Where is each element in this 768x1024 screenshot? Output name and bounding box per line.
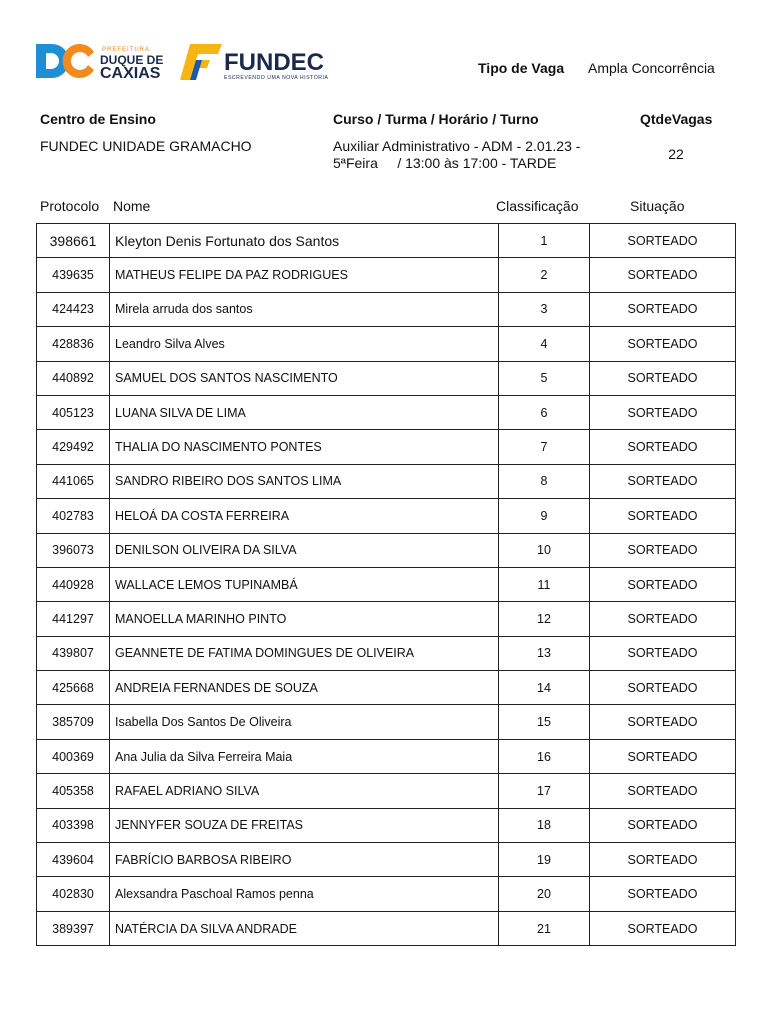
protocolo-cell: 396073: [37, 533, 110, 567]
situacao-cell: SORTEADO: [590, 430, 736, 464]
tipo-vaga-value: Ampla Concorrência: [588, 60, 715, 76]
classificacao-cell: 11: [499, 567, 590, 601]
nome-cell: Kleyton Denis Fortunato dos Santos: [110, 224, 499, 258]
protocolo-cell: 389397: [37, 911, 110, 945]
protocolo-cell: 440892: [37, 361, 110, 395]
situacao-cell: SORTEADO: [590, 464, 736, 498]
situacao-cell: SORTEADO: [590, 705, 736, 739]
classificacao-cell: 1: [499, 224, 590, 258]
nome-cell: HELOÁ DA COSTA FERREIRA: [110, 499, 499, 533]
table-row: [37, 705, 736, 739]
nome-cell: THALIA DO NASCIMENTO PONTES: [110, 430, 499, 464]
nome-cell: NATÉRCIA DA SILVA ANDRADE: [110, 911, 499, 945]
nome-cell: Isabella Dos Santos De Oliveira: [110, 705, 499, 739]
protocolo-cell: 440928: [37, 567, 110, 601]
table-row: [37, 464, 736, 498]
protocolo-cell: 441065: [37, 464, 110, 498]
classificacao-cell: 12: [499, 602, 590, 636]
qtd-vagas-value: 22: [668, 146, 684, 162]
table-row: [37, 636, 736, 670]
nome-cell: DENILSON OLIVEIRA DA SILVA: [110, 533, 499, 567]
classificacao-cell: 19: [499, 843, 590, 877]
classificacao-cell: 13: [499, 636, 590, 670]
table-row: [37, 327, 736, 361]
col-situacao: Situação: [630, 198, 685, 214]
table-row: [37, 602, 736, 636]
table-row: [37, 911, 736, 945]
protocolo-cell: 400369: [37, 739, 110, 773]
table-row: [37, 877, 736, 911]
svg-text:PREFEITURA: PREFEITURA: [102, 47, 151, 53]
table-row: [37, 292, 736, 326]
protocolo-cell: 385709: [37, 705, 110, 739]
classificacao-cell: 3: [499, 292, 590, 326]
situacao-cell: SORTEADO: [590, 774, 736, 808]
situacao-cell: SORTEADO: [590, 292, 736, 326]
classificacao-cell: 18: [499, 808, 590, 842]
table-row: [37, 361, 736, 395]
curso-line-1: Auxiliar Administrativo - ADM - 2.01.23 -: [333, 138, 581, 154]
situacao-cell: SORTEADO: [590, 327, 736, 361]
table-row: [37, 843, 736, 877]
situacao-cell: SORTEADO: [590, 671, 736, 705]
table-row: [37, 258, 736, 292]
protocolo-cell: 428836: [37, 327, 110, 361]
curso-value: [333, 138, 603, 172]
classificacao-cell: 2: [499, 258, 590, 292]
curso-header: Curso / Turma / Horário / Turno: [333, 111, 539, 127]
situacao-cell: SORTEADO: [590, 224, 736, 258]
situacao-cell: SORTEADO: [590, 911, 736, 945]
nome-cell: SAMUEL DOS SANTOS NASCIMENTO: [110, 361, 499, 395]
qtd-vagas-header: QtdeVagas: [640, 111, 713, 127]
results-table-body: [37, 224, 736, 946]
centro-header: Centro de Ensino: [40, 111, 156, 127]
table-row: [37, 430, 736, 464]
tipo-vaga-label: Tipo de Vaga: [478, 60, 565, 76]
protocolo-cell: 439635: [37, 258, 110, 292]
protocolo-cell: 425668: [37, 671, 110, 705]
table-row: [37, 224, 736, 258]
nome-cell: ANDREIA FERNANDES DE SOUZA: [110, 671, 499, 705]
classificacao-cell: 6: [499, 395, 590, 429]
protocolo-cell: 441297: [37, 602, 110, 636]
protocolo-cell: 403398: [37, 808, 110, 842]
classificacao-cell: 21: [499, 911, 590, 945]
protocolo-cell: 424423: [37, 292, 110, 326]
classificacao-cell: 8: [499, 464, 590, 498]
classificacao-cell: 14: [499, 671, 590, 705]
classificacao-cell: 15: [499, 705, 590, 739]
classificacao-cell: 7: [499, 430, 590, 464]
svg-text:FUNDEC: FUNDEC: [224, 49, 324, 76]
svg-text:CAXIAS: CAXIAS: [100, 65, 161, 82]
nome-cell: SANDRO RIBEIRO DOS SANTOS LIMA: [110, 464, 499, 498]
nome-cell: Leandro Silva Alves: [110, 327, 499, 361]
nome-cell: FABRÍCIO BARBOSA RIBEIRO: [110, 843, 499, 877]
classificacao-cell: 4: [499, 327, 590, 361]
situacao-cell: SORTEADO: [590, 361, 736, 395]
nome-cell: WALLACE LEMOS TUPINAMBÁ: [110, 567, 499, 601]
protocolo-cell: 429492: [37, 430, 110, 464]
protocolo-cell: 439807: [37, 636, 110, 670]
curso-line-2: 5ªFeira / 13:00 às 17:00 - TARDE: [333, 155, 557, 171]
nome-cell: JENNYFER SOUZA DE FREITAS: [110, 808, 499, 842]
situacao-cell: SORTEADO: [590, 602, 736, 636]
svg-text:ESCREVENDO UMA NOVA HISTÓRIA: ESCREVENDO UMA NOVA HISTÓRIA: [224, 75, 329, 81]
classificacao-cell: 20: [499, 877, 590, 911]
classificacao-cell: 16: [499, 739, 590, 773]
table-row: [37, 739, 736, 773]
situacao-cell: SORTEADO: [590, 533, 736, 567]
nome-cell: MANOELLA MARINHO PINTO: [110, 602, 499, 636]
situacao-cell: SORTEADO: [590, 808, 736, 842]
nome-cell: Mirela arruda dos santos: [110, 292, 499, 326]
svg-text:DUQUE DE: DUQUE DE: [100, 53, 164, 67]
table-row: [37, 774, 736, 808]
situacao-cell: SORTEADO: [590, 395, 736, 429]
nome-cell: Alexsandra Paschoal Ramos penna: [110, 877, 499, 911]
protocolo-cell: 405358: [37, 774, 110, 808]
nome-cell: LUANA SILVA DE LIMA: [110, 395, 499, 429]
situacao-cell: SORTEADO: [590, 499, 736, 533]
protocolo-cell: 405123: [37, 395, 110, 429]
nome-cell: RAFAEL ADRIANO SILVA: [110, 774, 499, 808]
nome-cell: GEANNETE DE FATIMA DOMINGUES DE OLIVEIRA: [110, 636, 499, 670]
protocolo-cell: 402783: [37, 499, 110, 533]
situacao-cell: SORTEADO: [590, 636, 736, 670]
protocolo-cell: 398661: [37, 224, 110, 258]
table-row: [37, 808, 736, 842]
table-row: [37, 499, 736, 533]
situacao-cell: SORTEADO: [590, 567, 736, 601]
classificacao-cell: 5: [499, 361, 590, 395]
classificacao-cell: 10: [499, 533, 590, 567]
situacao-cell: SORTEADO: [590, 739, 736, 773]
protocolo-cell: 439604: [37, 843, 110, 877]
table-row: [37, 671, 736, 705]
centro-value: FUNDEC UNIDADE GRAMACHO: [40, 138, 252, 154]
duque-de-caxias-logo: [36, 42, 176, 82]
col-nome: Nome: [113, 198, 151, 214]
situacao-cell: SORTEADO: [590, 877, 736, 911]
situacao-cell: SORTEADO: [590, 258, 736, 292]
classificacao-cell: 17: [499, 774, 590, 808]
table-row: [37, 567, 736, 601]
situacao-cell: SORTEADO: [590, 843, 736, 877]
col-classificacao: Classificação: [496, 198, 579, 214]
col-protocolo: Protocolo: [40, 198, 100, 214]
results-table: [36, 223, 736, 946]
protocolo-cell: 402830: [37, 877, 110, 911]
nome-cell: Ana Julia da Silva Ferreira Maia: [110, 739, 499, 773]
table-row: [37, 395, 736, 429]
table-row: [37, 533, 736, 567]
fundec-logo: [176, 42, 336, 82]
nome-cell: MATHEUS FELIPE DA PAZ RODRIGUES: [110, 258, 499, 292]
classificacao-cell: 9: [499, 499, 590, 533]
